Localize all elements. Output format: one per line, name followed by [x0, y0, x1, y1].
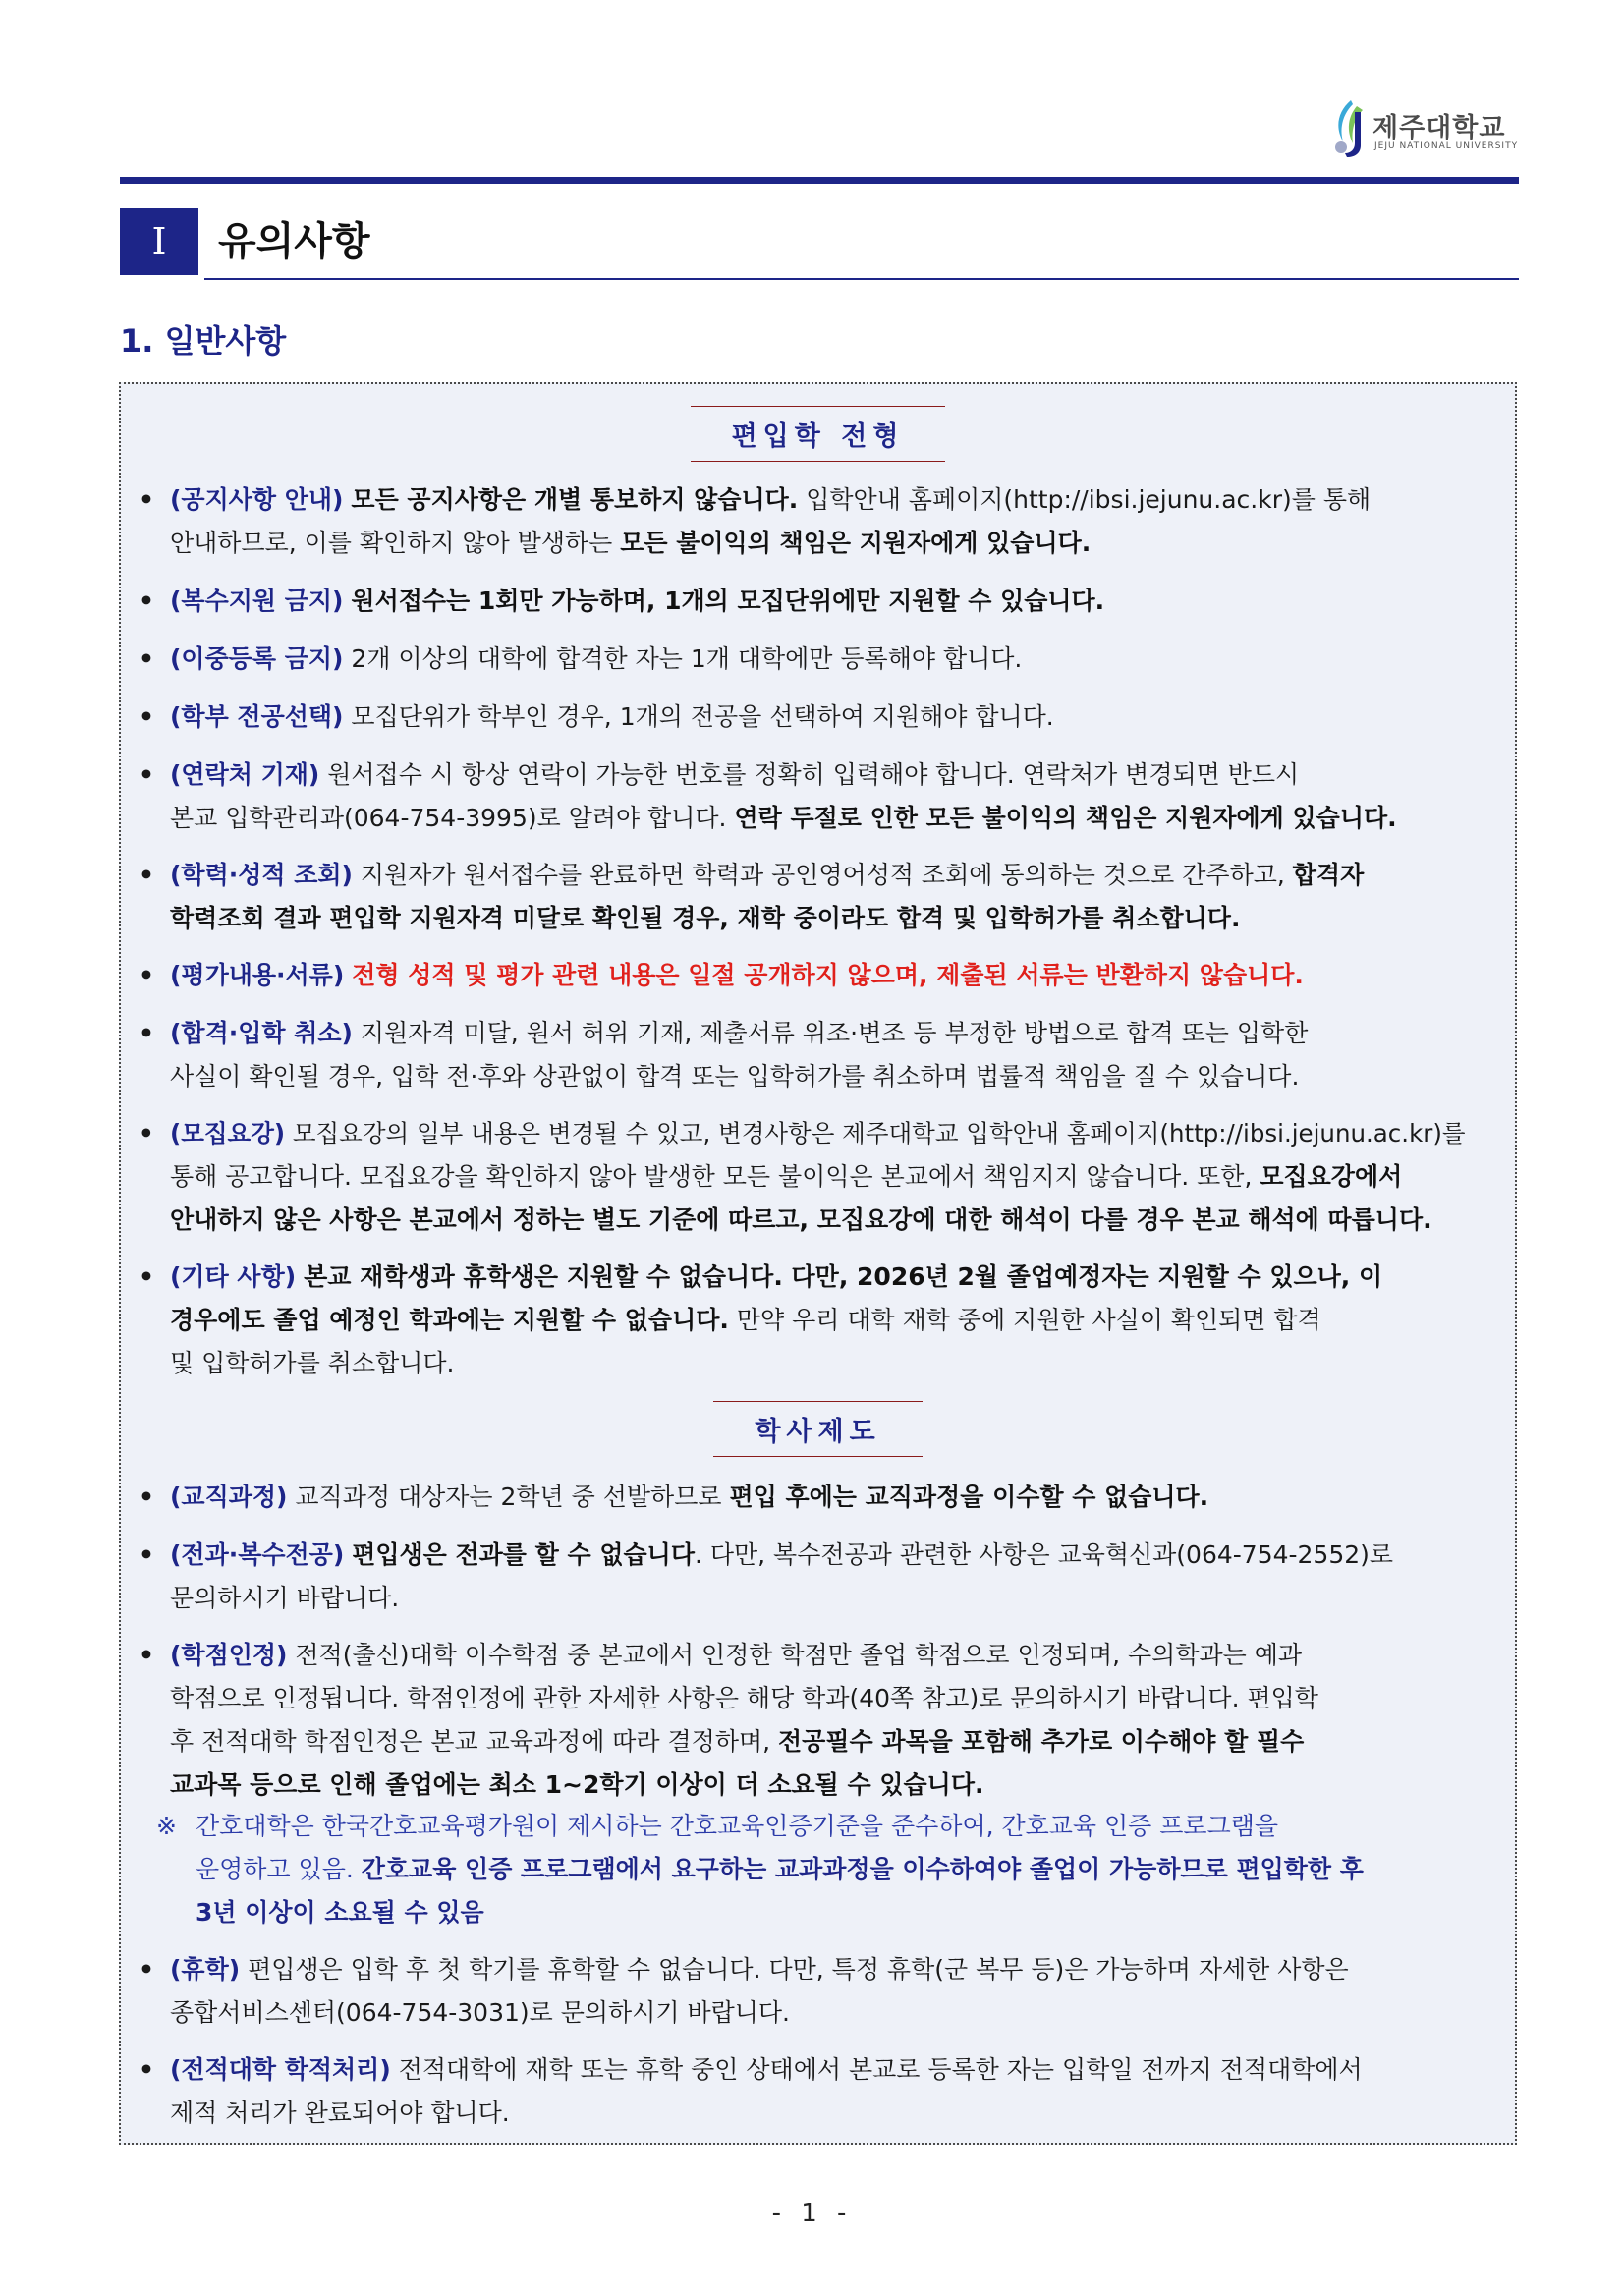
list-item: • (전적대학 학적처리) 전적대학에 재학 또는 휴학 중인 상태에서 본교로 등록한 자는 입학일 전까지 전적대학에서 제적 처리가 완료되어야 합니다. [139, 2048, 1486, 2135]
bullet-icon: • [139, 1483, 154, 1511]
heading-admission-text: 편입학 전형 [691, 406, 946, 462]
bullet-icon: • [139, 485, 154, 514]
logo-subtitle: JEJU NATIONAL UNIVERSITY [1374, 141, 1519, 151]
university-logo [1331, 98, 1528, 167]
logo-emblem-icon [1331, 98, 1369, 159]
list-item: • (전과·복수전공) 편입생은 전과를 할 수 없습니다. 다만, 복수전공과 관련한 사항은 교육혁신과(064-754-2552)로 문의하시기 바랍니다. [139, 1534, 1486, 1620]
bullet-icon: • [139, 587, 154, 615]
bullet-icon: • [139, 1019, 154, 1047]
bullet-icon: • [139, 1540, 154, 1569]
note-mark: ※ [156, 1812, 177, 1840]
section-rule [204, 278, 1519, 280]
bullet-icon: • [139, 2055, 154, 2084]
heading-academic [121, 1401, 1515, 1457]
list-item: • (기타 사항) 본교 재학생과 휴학생은 지원할 수 없습니다. 다만, 2026년 2월 졸업예정자는 지원할 수 있으나, 이 경우에도 졸업 예정인 학과에는 지원할 수 없습니다. 만약 우리 대학 재학 중에 지원한 사실이 확인되면 합격 및 입학허가를 취소합니다. [139, 1256, 1486, 1385]
content-box [119, 382, 1517, 2145]
list-item: • (학점인정) 전적(출신)대학 이수학점 중 본교에서 인정한 학점만 졸업 학점으로 인정되며, 수의학과는 예과 학점으로 인정됩니다. 학점인정에 관한 자세한 사항은 해당 학과(40쪽 참고)로 문의하시기 바랍니다. 편입학 후 전적대학 학점인정은 본교 교육과정에 따라 결정하며, 전공필수 과목을 포함해 추가로 이수해야 할 필수 교과목 등으로 인해 졸업에는 최소 1~2학기 이상이 더 소요될 수 있습니다. [139, 1634, 1486, 1807]
page-number: - 1 - [771, 2199, 853, 2228]
logo-name: 제주대학교 [1372, 113, 1506, 143]
list-item: • (평가내용·서류) 전형 성적 및 평가 관련 내용은 일절 공개하지 않으며, 제출된 서류는 반환하지 않습니다. [139, 954, 1486, 997]
section-number: I [120, 208, 198, 275]
header-rule [120, 177, 1519, 184]
bullet-icon: • [139, 760, 154, 789]
subsection-title: 1. 일반사항 [120, 322, 287, 360]
list-item: • (연락처 기재) 원서접수 시 항상 연락이 가능한 번호를 정확히 입력해야 합니다. 연락처가 변경되면 반드시 본교 입학관리과(064-754-3995)로 알려야 합니다. 연락 두절로 인한 모든 불이익의 책임은 지원자에게 있습니다. [139, 754, 1486, 840]
bullet-icon: • [139, 961, 154, 989]
list-item: • (이중등록 금지) 2개 이상의 대학에 합격한 자는 1개 대학에만 등록해야 합니다. [139, 638, 1486, 681]
list-item: • (공지사항 안내) 모든 공지사항은 개별 통보하지 않습니다. 입학안내 홈페이지(http://ibsi.jejunu.ac.kr)를 통해 안내하므로, 이를 확인하지 않아 발생하는 모든 불이익의 책임은 지원자에게 있습니다. [139, 478, 1486, 565]
bullet-icon: • [139, 702, 154, 731]
section-title: 유의사항 [218, 219, 370, 264]
bullet-icon: • [139, 1262, 154, 1291]
bullet-icon: • [139, 644, 154, 673]
list-item: • (교직과정) 교직과정 대상자는 2학년 중 선발하므로 편입 후에는 교직과정을 이수할 수 없습니다. [139, 1476, 1486, 1519]
bullet-icon: • [139, 1119, 154, 1148]
bullet-icon: • [139, 1955, 154, 1984]
list-item: • (합격·입학 취소) 지원자격 미달, 원서 허위 기재, 제출서류 위조·변조 등 부정한 방법으로 합격 또는 입학한 사실이 확인될 경우, 입학 전·후와 상관없이 합격 또는 입학허가를 취소하며 법률적 책임을 질 수 있습니다. [139, 1012, 1486, 1098]
bullet-icon: • [139, 861, 154, 889]
list-item: • (학력·성적 조회) 지원자가 원서접수를 완료하면 학력과 공인영어성적 조회에 동의하는 것으로 간주하고, 합격자 학력조회 결과 편입학 지원자격 미달로 확인될 경우, 재학 중이라도 합격 및 입학허가를 취소합니다. [139, 854, 1486, 940]
heading-admission [121, 406, 1515, 462]
list-item: • (모집요강) 모집요강의 일부 내용은 변경될 수 있고, 변경사항은 제주대학교 입학안내 홈페이지(http://ibsi.jejunu.ac.kr)를 통해 공고합니다. 모집요강을 확인하지 않아 발생한 모든 불이익은 본교에서 책임지지 않습니다. 또한, 모집요강에서 안내하지 않은 사항은 본교에서 정하는 별도 기준에 따르고, 모집요강에 대한 해석이 다를 경우 본교 해석에 따릅니다. [139, 1112, 1486, 1242]
heading-academic-text: 학사제도 [713, 1401, 922, 1457]
nursing-note: ※ 간호대학은 한국간호교육평가원이 제시하는 간호교육인증기준을 준수하여, 간호교육 인증 프로그램을 운영하고 있음. 간호교육 인증 프로그램에서 요구하는 교과과정을 이수하여야 졸업이 가능하므로 편입학한 후 3년 이상이 소요될 수 있음 [156, 1805, 1486, 1934]
list-item: • (학부 전공선택) 모집단위가 학부인 경우, 1개의 전공을 선택하여 지원해야 합니다. [139, 696, 1486, 739]
list-item: • (복수지원 금지) 원서접수는 1회만 가능하며, 1개의 모집단위에만 지원할 수 있습니다. [139, 580, 1486, 623]
list-item: • (휴학) 편입생은 입학 후 첫 학기를 휴학할 수 없습니다. 다만, 특정 휴학(군 복무 등)은 가능하며 자세한 사항은 종합서비스센터(064-754-3031)로 문의하시기 바랍니다. [139, 1948, 1486, 2035]
bullet-icon: • [139, 1641, 154, 1669]
